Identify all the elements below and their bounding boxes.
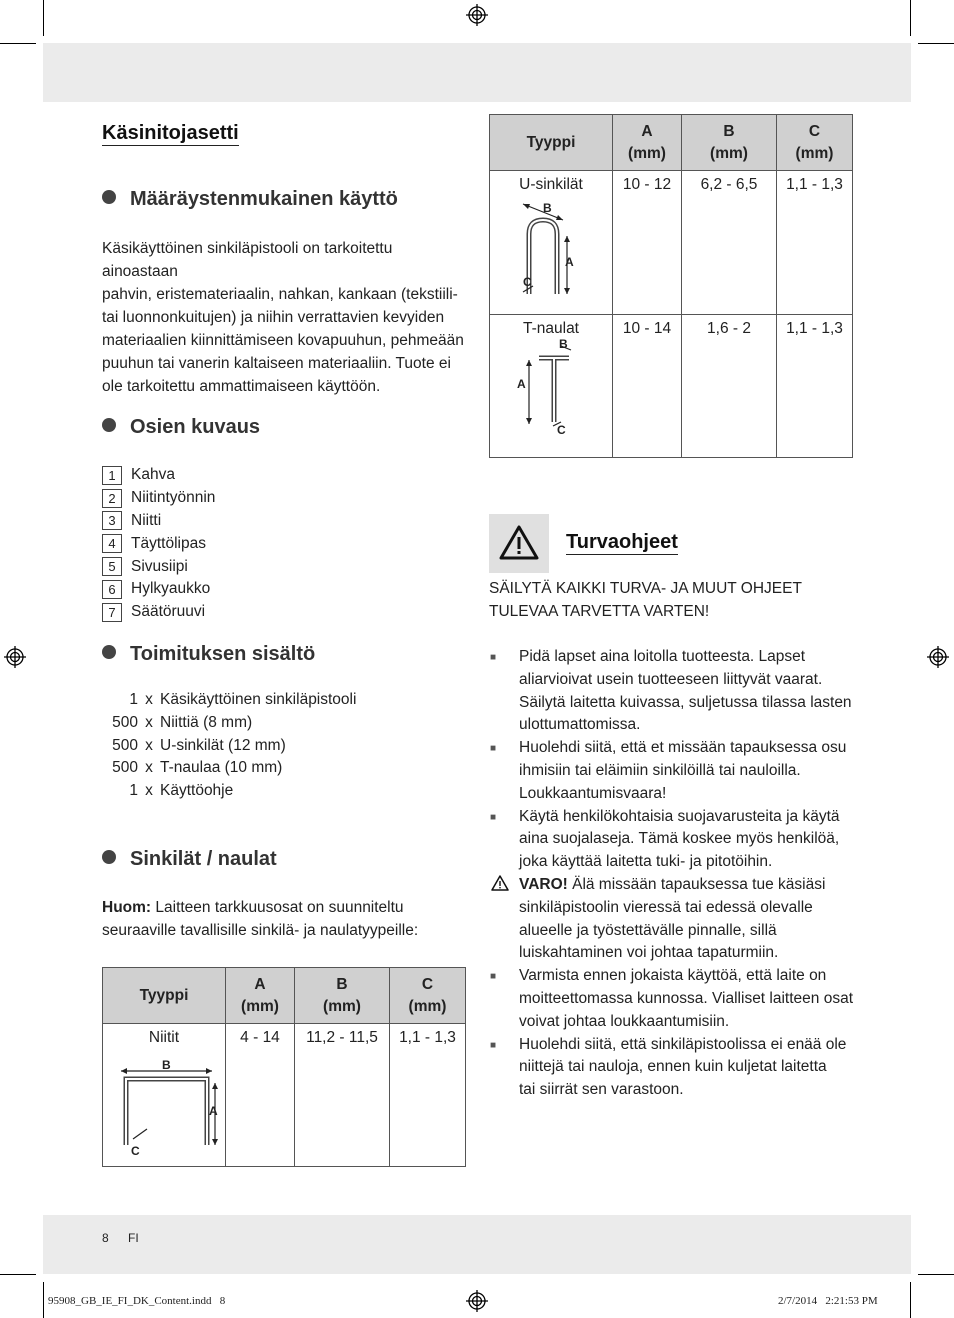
- u-staple-diagram: [511, 194, 591, 304]
- staples-note: Huom: Laitteen tarkkuusosat on suunniteltu seuraaville tavallisille sinkilä- ja naulatyypeille:: [102, 899, 419, 939]
- crop-mark: [0, 1274, 36, 1275]
- keep-instructions: SÄILYTÄ KAIKKI TURVA- JA MUUT OHJEET TULEVAA TARVETTA VARTEN!: [489, 580, 802, 620]
- c-cell: 1,1 - 1,3: [777, 171, 853, 315]
- diagram-label-b: B: [162, 1058, 171, 1072]
- column-header-a: A (mm): [226, 968, 295, 1024]
- a-cell: 10 - 14: [613, 315, 682, 458]
- parts-list: [102, 464, 215, 624]
- column-header-type: Tyyppi: [490, 115, 613, 171]
- section-heading-parts: Osien kuvaus: [102, 416, 260, 439]
- list-item: ■ Huolehdi siitä, että et missään tapauksessa osu ihmisiin tai eläimiin sinkilöillä tai nauloilla. Loukkaantumisvaara!: [490, 737, 855, 805]
- list-item: 500 x U-sinkilät (12 mm): [112, 736, 286, 754]
- crop-mark: [910, 0, 911, 36]
- bullet-dot-icon: [102, 190, 116, 204]
- warning-item: VARO! Älä missään tapauksessa tue käsiäsi sinkiläpistoolin vieressä tai edessä olevalle alueelle ja työstettävälle pinnalle, sillä luiskahtaminen voi johtaa tapaturmiin.: [490, 874, 855, 965]
- list-item: ■ Varmista ennen jokaista käyttöä, että laite on moitteettomassa kunnossa. Vialliset laitteen osat voivat johtaa loukkaantumisiin.: [490, 965, 855, 1033]
- b-cell: 1,6 - 2: [682, 315, 777, 458]
- section-heading-contents: Toimituksen sisältö: [102, 643, 315, 666]
- registration-mark-icon: [466, 1290, 488, 1312]
- safety-heading: Turvaohjeet: [566, 531, 678, 553]
- type-cell: T-naulat B A C: [490, 315, 613, 458]
- column-header-c: C (mm): [777, 115, 853, 171]
- header-band: [43, 43, 911, 102]
- file-info: 95908_GB_IE_FI_DK_Content.indd 8: [48, 1295, 226, 1307]
- staple-table-left: [102, 967, 466, 1167]
- diagram-label-b: B: [559, 338, 568, 351]
- list-item: 4 Täyttölipas: [102, 532, 215, 555]
- column-header-b: B (mm): [682, 115, 777, 171]
- page-title: Käsinitojasetti: [102, 122, 239, 144]
- table-row: [490, 171, 853, 315]
- registration-mark-icon: [927, 646, 949, 668]
- table-row: [103, 1024, 466, 1167]
- t-nail-diagram: [511, 338, 591, 438]
- list-item: 1 Kahva: [102, 464, 215, 487]
- registration-mark-icon: [466, 4, 488, 26]
- list-item: 1 x Käyttöohje: [129, 782, 234, 800]
- diagram-label-c: C: [557, 423, 566, 437]
- crop-mark: [0, 43, 36, 44]
- diagram-label-b: B: [543, 201, 552, 215]
- column-header-b: B (mm): [295, 968, 390, 1024]
- crop-mark: [43, 0, 44, 36]
- list-item: 7 Säätöruuvi: [102, 601, 215, 624]
- diagram-label-c: C: [523, 275, 532, 289]
- b-cell: 6,2 - 6,5: [682, 171, 777, 315]
- section-heading-staples: Sinkilät / naulat: [102, 848, 277, 871]
- list-item: 1 x Käsikäyttöinen sinkiläpistooli: [129, 691, 357, 708]
- bullet-dot-icon: [102, 418, 116, 432]
- diagram-label-a: A: [517, 377, 526, 391]
- list-item: 2 Niitintyönnin: [102, 487, 215, 510]
- a-cell: 4 - 14: [226, 1024, 295, 1167]
- a-cell: 10 - 12: [613, 171, 682, 315]
- c-cell: 1,1 - 1,3: [390, 1024, 466, 1167]
- crop-mark: [43, 1282, 44, 1318]
- list-item: 3 Niitti: [102, 510, 215, 533]
- list-item: ■ Käytä henkilökohtaisia suojavarusteita ja käytä aina suojalaseja. Tämä koskee myös henkilöä, joka käyttää laitetta tuki- ja pitotöihin.: [490, 806, 855, 874]
- safety-list: [490, 646, 855, 1102]
- diagram-label-a: A: [565, 255, 574, 269]
- crop-mark: [910, 1282, 911, 1318]
- warning-triangle-box: [489, 514, 549, 573]
- table-row: [490, 315, 853, 458]
- list-item: 500 x Niittiä (8 mm): [112, 713, 253, 731]
- square-bullet-icon: ■: [490, 971, 497, 983]
- list-item: ■ Pidä lapset aina loitolla tuotteesta. Lapset aliarvioivat usein tuotteeseen liittyvät vaarat. Säilytä laitetta kuivassa, suljetussa tilassa lasten ulottumattomissa.: [490, 646, 855, 737]
- diagram-label-c: C: [131, 1144, 140, 1158]
- registration-mark-icon: [4, 646, 26, 668]
- intended-use-text: Käsikäyttöinen sinkiläpistooli on tarkoitettu ainoastaan pahvin, eristemateriaalin, nahkan, kankaan (tekstiili- tai luonnonkuitujen) ja niihin verrattavien kevyiden materiaalien kiinnittämiseen kovapuuhun, pehmeään puuhun tai vanerin kaltaiseen materiaaliin. Tuote ei ole tarkoitettu ammattimaiseen käyttöön.: [102, 240, 464, 395]
- square-bullet-icon: ■: [490, 743, 497, 755]
- square-bullet-icon: ■: [490, 1039, 497, 1051]
- c-cell: 1,1 - 1,3: [777, 315, 853, 458]
- warning-triangle-icon: [489, 514, 549, 573]
- type-cell: Niitit B A C: [103, 1024, 226, 1167]
- warning-small-icon: [490, 874, 519, 965]
- crop-mark: [918, 43, 954, 44]
- list-item: 500 x T-naulaa (10 mm): [112, 759, 283, 777]
- footer-band: [43, 1215, 911, 1274]
- column-header-a: A (mm): [613, 115, 682, 171]
- bullet-dot-icon: [102, 850, 116, 864]
- language-code: FI: [128, 1231, 139, 1245]
- column-header-type: Tyyppi: [103, 968, 226, 1024]
- list-item: 6 Hylkyaukko: [102, 578, 215, 601]
- crop-mark: [918, 1274, 954, 1275]
- type-cell: U-sinkilät B A C: [490, 171, 613, 315]
- b-cell: 11,2 - 11,5: [295, 1024, 390, 1167]
- contents-list: [102, 691, 356, 805]
- diagram-label-a: A: [209, 1104, 218, 1118]
- section-heading-intended-use: Määräystenmukainen käyttö: [102, 188, 398, 211]
- list-item: 5 Sivusiipi: [102, 555, 215, 578]
- column-header-c: C (mm): [390, 968, 466, 1024]
- bullet-dot-icon: [102, 645, 116, 659]
- page-number: 8: [102, 1231, 109, 1245]
- square-bullet-icon: ■: [490, 652, 497, 663]
- print-date: 2/7/2014 2:21:53 PM: [778, 1295, 878, 1307]
- staple-table-right: [489, 114, 853, 458]
- flat-staple-diagram: [109, 1049, 219, 1159]
- square-bullet-icon: ■: [490, 811, 497, 823]
- list-item: ■ Huolehdi siitä, että sinkiläpistoolissa ei enää ole niittejä tai nauloja, ennen kuin kuljetat laitetta tai siirrät sen varastoon.: [490, 1034, 855, 1102]
